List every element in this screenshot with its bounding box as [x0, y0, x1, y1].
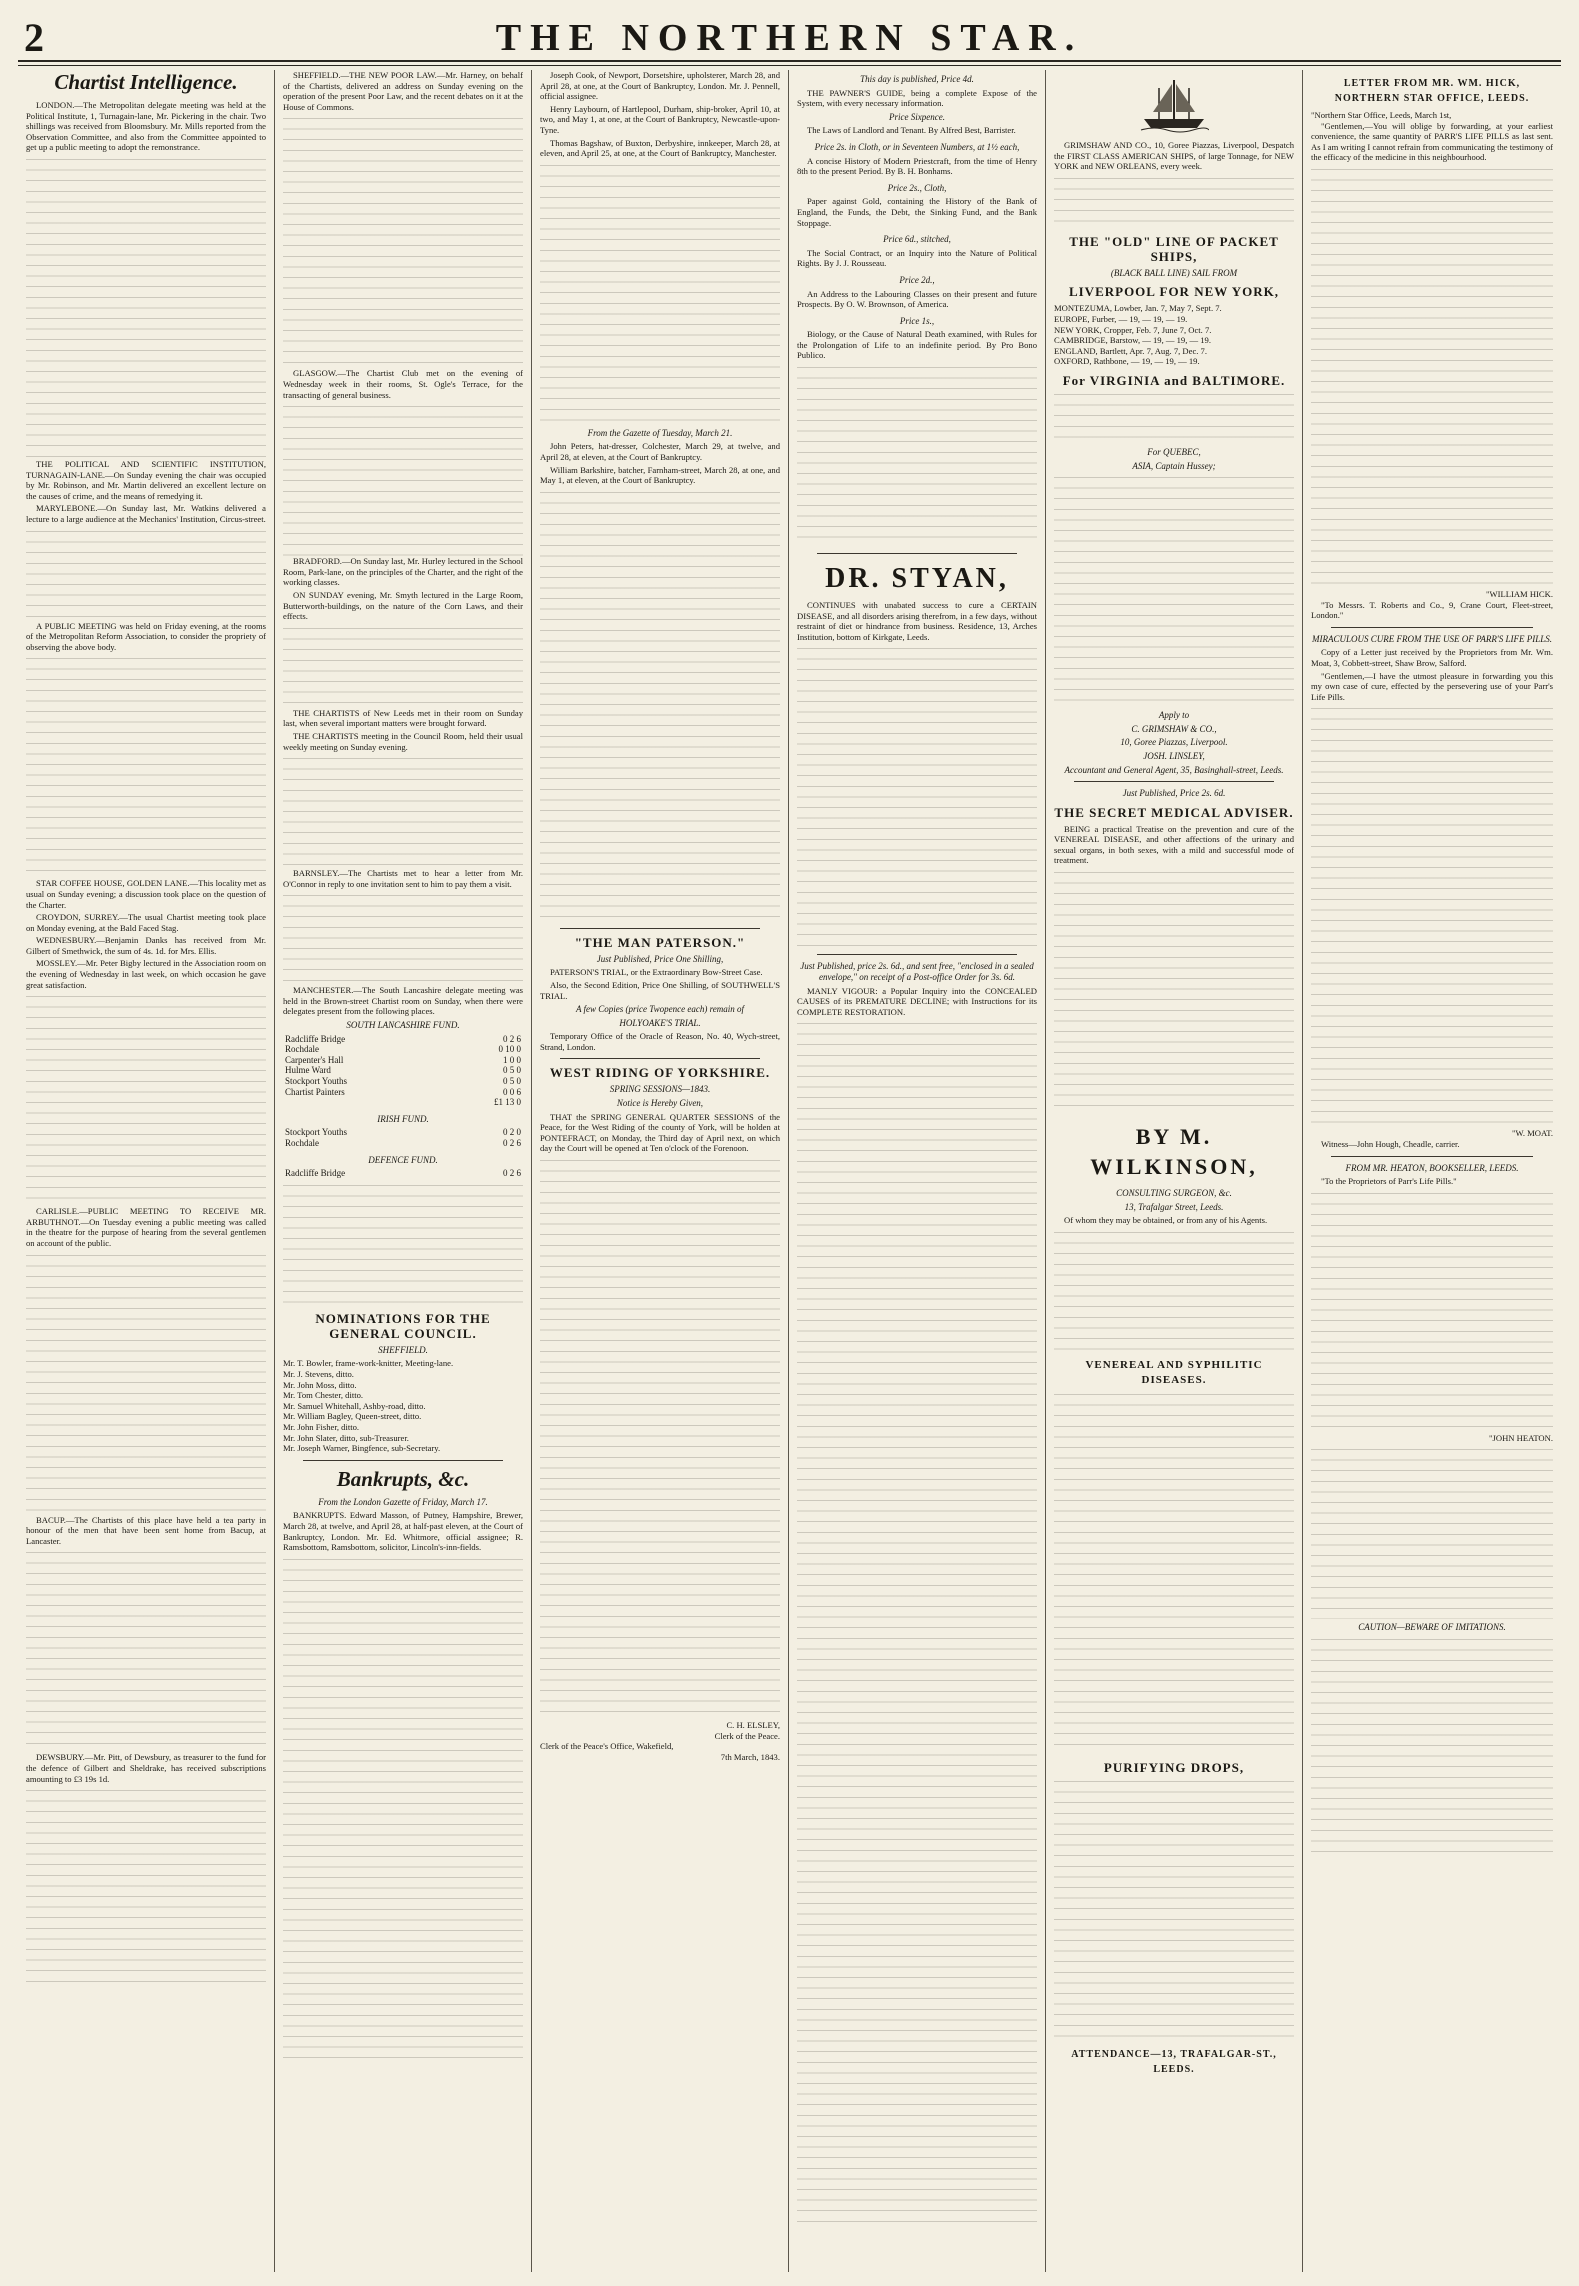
doctor-title: DR. STYAN,: [825, 563, 1009, 595]
apply-name: C. GRIMSHAW & CO.,: [1131, 723, 1217, 734]
list-item: ENGLAND, Bartlett, Apr. 7, Aug. 7, Dec. 7.: [1054, 345, 1207, 356]
text-filler: [26, 658, 266, 878]
divider: [303, 1460, 503, 1461]
signature: "WILLIAM HICK.: [1486, 588, 1553, 599]
fund-amount: 1 0 0: [503, 1054, 521, 1065]
text-filler: [1311, 1449, 1553, 1619]
fund-amount: 0 2 6: [503, 1138, 521, 1148]
article-paragraph: "To the Proprietors of Parr's Life Pills.": [1321, 1176, 1457, 1187]
ad-line: A few Copies (price Twopence each) remain of: [575, 1004, 745, 1015]
gazette-source: From the Gazette of Tuesday, March 21.: [587, 427, 733, 438]
table-row: [283, 1097, 523, 1108]
text-filler: [1311, 1639, 1553, 1859]
vigour-price: Just Published, price 2s. 6d., and sent free, "enclosed in a sealed envelope," on receipt of a Post-office Order for 3s. 6d.: [800, 961, 1034, 983]
article-paragraph: MANCHESTER.—The South Lancashire delegate meeting was held in the Brown-street Chartist room on Sunday, when there were delegates present from the following places.: [283, 985, 523, 1017]
ad-line: Temporary Office of the Oracle of Reason, No. 40, Wych-street, Strand, London.: [540, 1031, 780, 1052]
secret-title: THE SECRET MEDICAL ADVISER.: [1054, 804, 1294, 820]
list-item: EUROPE, Furber, — 19, — 19, — 19.: [1054, 313, 1188, 324]
text-filler: [1054, 394, 1294, 444]
text-filler: [26, 1255, 266, 1515]
table-row: [283, 1138, 523, 1149]
article-paragraph: THE CHARTISTS meeting in the Council Room, held their usual weekly meeting on Sunday evening.: [283, 730, 523, 752]
column-6: [1303, 70, 1561, 2272]
signature-place: Clerk of the Peace's Office, Wakefield,: [540, 1741, 674, 1752]
section-heading: Chartist Intelligence.: [54, 70, 238, 94]
list-item: Mr. John Fisher, ditto.: [283, 1421, 360, 1432]
fund-label: Hulme Ward: [285, 1065, 331, 1076]
fund-label: Carpenter's Hall: [285, 1054, 344, 1065]
ad-line: Price 1s.,: [899, 315, 935, 326]
ships-list: [1054, 303, 1294, 367]
article-paragraph: MOSSLEY.—Mr. Peter Bigby lectured in the Association room on the evening of Wednesday in last week, on which occasion he gave great satisfaction.: [26, 958, 266, 990]
column-1: [18, 70, 275, 2272]
fund-total: £1 13 0: [494, 1097, 521, 1108]
agent-name: JOSH. LINSLEY,: [1143, 750, 1205, 761]
list-item: Mr. John Moss, ditto.: [283, 1379, 357, 1390]
ad-line: The Laws of Landlord and Tenant. By Alfred Best, Barrister.: [807, 125, 1016, 136]
text-filler: [797, 367, 1037, 547]
nominations-list: [283, 1358, 523, 1453]
table-row: [283, 1076, 523, 1087]
ship-icon: [1139, 74, 1209, 134]
text-filler: [283, 758, 523, 868]
signature: "W. MOAT.: [1512, 1128, 1553, 1139]
fund-label: Rochdale: [285, 1138, 319, 1148]
sessions-subtitle: SPRING SESSIONS—1843.: [609, 1084, 711, 1095]
article-paragraph: Henry Laybourn, of Hartlepool, Durham, ship-broker, April 10, at two, and May 1, at one, at the Court of Bankruptcy, Newcastle-upon-Tyne.: [540, 103, 780, 135]
advertisement: [797, 74, 1037, 136]
article-paragraph: William Barkshire, batcher, Farnham-street, March 28, at one, and May 1, at eleven, at the Court of Bankruptcy.: [540, 464, 780, 486]
fund-amount: 0 0 6: [503, 1086, 521, 1097]
list-item: OXFORD, Rathbone, — 19, — 19, — 19.: [1054, 356, 1200, 367]
signature-date: 7th March, 1843.: [720, 1751, 780, 1762]
text-filler: [797, 648, 1037, 948]
fund-amount: 0 2 6: [503, 1168, 521, 1179]
text-filler: [283, 406, 523, 556]
apply-to: Apply to: [1158, 710, 1190, 721]
text-filler: [1311, 708, 1553, 1128]
table-row: [283, 1087, 523, 1098]
column-5: [1046, 70, 1303, 2272]
divider: [817, 553, 1017, 554]
fund-table: [283, 1034, 523, 1108]
heaton-title: FROM MR. HEATON, BOOKSELLER, LEEDS.: [1345, 1162, 1519, 1173]
quebec-ship: ASIA, Captain Hussey;: [1132, 460, 1216, 471]
article-paragraph: "Gentlemen,—You will oblige by forwarding, at your earliest convenience, the same quantity of PARR'S LIFE PILLS as last sent. As I am writing I cannot refrain from communicating the testimony of the efficacy of the medicine in this neighbourhood.: [1311, 120, 1553, 163]
ad-line: Biology, or the Cause of Natural Death examined, with Rules for the Prolongation of Life to an indefinite period. By Pro Bono Publico.: [797, 329, 1037, 361]
virginia-title: For VIRGINIA and BALTIMORE.: [1062, 372, 1286, 388]
text-filler: [1054, 178, 1294, 228]
table-row: [283, 1168, 523, 1179]
ad-title: "THE MAN PATERSON.": [574, 934, 746, 950]
article-paragraph: "Gentlemen,—I have the utmost pleasure in forwarding you this my own case of cure, effected by the persevering use of your Parr's Life Pills.: [1311, 670, 1553, 702]
advertisement: [797, 275, 1037, 310]
irish-fund-title: IRISH FUND.: [377, 1113, 429, 1124]
advertisement: [797, 142, 1037, 177]
list-item: NEW YORK, Cropper, Feb. 7, June 7, Oct. 7.: [1054, 324, 1212, 335]
cure-title: MIRACULOUS CURE FROM THE USE OF PARR'S LIFE PILLS.: [1312, 633, 1552, 644]
secret-price: Just Published, Price 2s. 6d.: [1122, 788, 1226, 799]
fund-amount: 0 2 6: [503, 1033, 521, 1044]
text-filler: [1054, 477, 1294, 707]
text-filler: [26, 996, 266, 1206]
article-paragraph: THE POLITICAL AND SCIENTIFIC INSTITUTION, TURNAGAIN-LANE.—On Sunday evening the chair was occupied by Mr. Robinson, and Mr. Martin delivered an excellent lecture on the causes of crime, and the means of remedying it.: [26, 458, 266, 501]
article-paragraph: THAT the SPRING GENERAL QUARTER SESSIONS of the Peace, for the West Riding of the county of York, will be holden at PONTEFRACT, on Monday, the Third day of April next, on which day the Court will be opened at Ten o'clock of the Forenoon.: [540, 1111, 780, 1154]
article-paragraph: CONTINUES with unabated success to cure a CERTAIN DISEASE, and all disorders arising therefrom, in a few days, without restraint of diet or hindrance from business. Residence, 13, Arches Institution, bottom of Kirkgate, Leeds.: [797, 600, 1037, 642]
defence-fund-table: [283, 1168, 523, 1179]
article-paragraph: STAR COFFEE HOUSE, GOLDEN LANE.—This locality met as usual on Sunday evening; a discussion took place on the question of the Charter.: [26, 878, 266, 910]
ad-line: HOLYOAKE'S TRIAL.: [619, 1017, 701, 1028]
fund-label: Radcliffe Bridge: [285, 1033, 346, 1044]
article-paragraph: Thomas Bagshaw, of Buxton, Derbyshire, innkeeper, March 28, at eleven, and April 25, at one, at the Court of Bankruptcy, Manchester.: [540, 137, 780, 159]
article-paragraph: MANLY VIGOUR: a Popular Inquiry into the CONCEALED CAUSES of its PREMATURE DECLINE; with Instructions for its COMPLETE RESTORATION.: [797, 985, 1037, 1017]
list-item: Mr. Samuel Whitehall, Ashby-road, ditto.: [283, 1400, 426, 1411]
table-row: [283, 1034, 523, 1045]
irish-fund-table: [283, 1127, 523, 1148]
table-row: [283, 1127, 523, 1138]
list-item: CAMBRIDGE, Barstow, — 19, — 19, — 19.: [1054, 335, 1211, 346]
article-paragraph: Of whom they may be obtained, or from any of his Agents.: [1064, 1215, 1268, 1226]
fund-amount: 0 5 0: [503, 1076, 521, 1087]
text-filler: [26, 531, 266, 621]
article-paragraph: THE CHARTISTS of New Leeds met in their room on Sunday last, when several important matters were brought forward.: [283, 707, 523, 729]
article-paragraph: John Peters, hat-dresser, Colchester, March 29, at twelve, and April 28, at eleven, at the Court of Bankruptcy.: [540, 441, 780, 462]
text-filler: [283, 628, 523, 708]
text-filler: [283, 1559, 523, 2059]
wilkinson-sub: CONSULTING SURGEON, &c.: [1116, 1188, 1232, 1199]
venereal-title: VENEREAL AND SYPHILITIC DISEASES.: [1085, 1358, 1263, 1386]
signature-title: Clerk of the Peace.: [714, 1730, 780, 1741]
text-filler: [540, 1160, 780, 1720]
list-item: Mr. Joseph Warner, Bingfence, sub-Secretary.: [283, 1443, 441, 1454]
wilkinson-title: BY M. WILKINSON,: [1090, 1124, 1258, 1180]
article-paragraph: CROYDON, SURREY.—The usual Chartist meeting took place on Monday evening, at the Bald Faced Stag.: [26, 912, 266, 933]
text-filler: [283, 895, 523, 985]
apply-addr: 10, Goree Piazzas, Liverpool.: [1120, 737, 1228, 748]
fund-amount: 0 5 0: [503, 1065, 521, 1076]
text-filler: [26, 1790, 266, 1990]
fund-label: Radcliffe Bridge: [285, 1168, 346, 1179]
text-filler: [1054, 1781, 1294, 2041]
table-row: [283, 1065, 523, 1076]
witness: Witness—John Hough, Cheadle, carrier.: [1321, 1138, 1460, 1149]
list-item: Mr. John Slater, ditto, sub-Treasurer.: [283, 1432, 409, 1443]
list-item: MONTEZUMA, Lowber, Jan. 7, May 7, Sept. 7.: [1054, 303, 1222, 314]
article-paragraph: GLASGOW.—The Chartist Club met on the evening of Wednesday week in their rooms, St. Ogle's Terrace, for the transacting of general business.: [283, 368, 523, 400]
column-4: [789, 70, 1046, 2272]
article-paragraph: BRADFORD.—On Sunday last, Mr. Hurley lectured in the School Room, Park-lane, on the principles of the Charter, and the right of the working classes.: [283, 556, 523, 588]
article-paragraph: Copy of a Letter just received by the Proprietors from Mr. Wm. Moat, 3, Cobbett-street, Shaw Brow, Salford.: [1311, 647, 1553, 668]
advertisement: [797, 234, 1037, 269]
table-row: [283, 1044, 523, 1055]
masthead-rule: [18, 65, 1561, 66]
text-filler: [540, 492, 780, 922]
newspaper-title: THE NORTHERN STAR.: [495, 17, 1084, 59]
signature: "JOHN HEATON.: [1489, 1432, 1553, 1443]
ad-line: Paper against Gold, containing the History of the Bank of England, the Funds, the Debt, the Sinking Fund, and the Bank Stoppage.: [797, 196, 1037, 228]
article-paragraph: MARYLEBONE.—On Sunday last, Mr. Watkins delivered a lecture to a large audience at the Mechanics' Institution, Circus-street.: [26, 503, 266, 524]
text-filler: [797, 1023, 1037, 2223]
masthead: [18, 14, 1561, 62]
article-paragraph: BANKRUPTS. Edward Masson, of Putney, Hampshire, Brewer, March 28, at twelve, and April 28, at half-past eleven, at the Court of Bankruptcy, London. Mr. Ed. Whitmore, official assignee; R. Ramsbottom, Ramsbottom, solicitor, Lincoln's-inn-fields.: [283, 1510, 523, 1553]
fund-amount: 0 10 0: [498, 1044, 521, 1055]
text-filler: [540, 165, 780, 425]
fund-label: Rochdale: [285, 1044, 319, 1055]
fund-label: Chartist Painters: [285, 1086, 345, 1097]
list-item: Mr. William Bagley, Queen-street, ditto.: [283, 1411, 422, 1422]
table-row: [283, 1055, 523, 1066]
article-paragraph: BEING a practical Treatise on the prevention and cure of the VENEREAL DISEASE, and other affections of the urinary and sexual organs, in both sexes, with a mild and successful mode of treatment.: [1054, 823, 1294, 866]
advertisement: [540, 954, 780, 1053]
caution-title: CAUTION—BEWARE OF IMITATIONS.: [1358, 1622, 1506, 1633]
column-2: [275, 70, 532, 2272]
attendance-title: ATTENDANCE—13, TRAFALGAR-ST., LEEDS.: [1071, 2048, 1277, 2075]
letter-place: "Northern Star Office, Leeds, March 1st,: [1311, 110, 1452, 120]
divider: [1331, 627, 1533, 628]
article-paragraph: SHEFFIELD.—THE NEW POOR LAW.—Mr. Harney, on behalf of the Chartists, delivered an address on Sunday evening on the operation of the present Poor Law, and the recent debates on it at the House of Commons.: [283, 70, 523, 112]
drops-title: PURIFYING DROPS,: [1103, 1759, 1245, 1775]
text-filler: [1311, 1193, 1553, 1433]
divider: [1074, 781, 1274, 782]
article-paragraph: GRIMSHAW AND CO., 10, Goree Piazzas, Liverpool, Despatch the FIRST CLASS AMERICAN SHIPS, of large Tonnage, for NEW YORK and NEW ORLEANS, every week.: [1054, 140, 1294, 172]
article-paragraph: CARLISLE.—PUBLIC MEETING TO RECEIVE MR. ARBUTHNOT.—On Tuesday evening a public meeting was called in the theatre for the purpose of hearing from the several gentlemen on account of the public.: [26, 1206, 266, 1249]
quebec-title: For QUEBEC,: [1147, 446, 1201, 457]
ad-line: Price 2s. in Cloth, or in Seventeen Numbers, at 1½ each,: [814, 141, 1020, 152]
defence-fund-title: DEFENCE FUND.: [368, 1154, 438, 1165]
fund-title: SOUTH LANCASHIRE FUND.: [346, 1020, 460, 1031]
article-paragraph: ON SUNDAY evening, Mr. Smyth lectured in the Large Room, Butterworth-buildings, on the nature of the Corn Laws, and their effects.: [283, 589, 523, 622]
ad-line: Price 2s., Cloth,: [887, 182, 947, 193]
ad-line: Just Published, Price One Shilling,: [596, 953, 724, 964]
article-paragraph: DEWSBURY.—Mr. Pitt, of Dewsbury, as treasurer to the fund for the defence of Gilbert and Sheldrake, has received subscriptions amounting to £3 19s 1d.: [26, 1752, 266, 1784]
wilkinson-addr: 13, Trafalgar Street, Leeds.: [1124, 1201, 1224, 1212]
advertisement: [797, 316, 1037, 361]
list-item: Mr. J. Stevens, ditto.: [283, 1368, 354, 1379]
page-number: 2: [24, 15, 44, 60]
shipping-route: LIVERPOOL FOR NEW YORK,: [1068, 284, 1280, 300]
letter-title: LETTER FROM MR. WM. HICK, NORTHERN STAR OFFICE, LEEDS.: [1334, 78, 1530, 104]
fund-amount: 0 2 0: [503, 1127, 521, 1138]
text-filler: [26, 159, 266, 459]
article-paragraph: A PUBLIC MEETING was held on Friday evening, at the rooms of the Metropolitan Reform Association, to consider the propriety of observing the above body.: [26, 620, 266, 652]
agent-title: Accountant and General Agent, 35, Basinghall-street, Leeds.: [1064, 764, 1284, 775]
article-paragraph: LONDON.—The Metropolitan delegate meeting was held at the Political Institute, 1, Turnagain-lane, Mr. Pickering in the chair. Two shillings was received from Bloomsbury. Mr. Mills reported from the Observation Committee, and also from the Committee appointed to get up a public meeting to adopt the remonstrance.: [26, 100, 266, 153]
text-filler: [1054, 1232, 1294, 1352]
addressee: "To Messrs. T. Roberts and Co., 9, Crane Court, Fleet-street, London.": [1311, 599, 1553, 621]
ad-line: A concise History of Modern Priestcraft, from the time of Henry 8th to the present Period. By B. H. Bonhams.: [797, 155, 1037, 177]
ad-line: Price 6d., stitched,: [883, 234, 951, 245]
list-item: Mr. Tom Chester, ditto.: [283, 1390, 364, 1401]
text-filler: [283, 118, 523, 368]
fund-label: Stockport Youths: [285, 1076, 348, 1087]
article-paragraph: Joseph Cook, of Newport, Dorsetshire, upholsterer, March 28, and April 28, at one, at the Court of Bankruptcy, London. Mr. J. Pennell, official assignee.: [540, 70, 780, 102]
article-paragraph: BACUP.—The Chartists of this place have held a tea party in honour of the men that have been sent home from Bacup, at Lancaster.: [26, 1514, 266, 1546]
text-filler: [1054, 1394, 1294, 1754]
ad-line: Also, the Second Edition, Price One Shilling, of SOUTHWELL'S TRIAL.: [540, 979, 780, 1001]
article-paragraph: WEDNESBURY.—Benjamin Danks has received from Mr. Gilbert of Smethwick, the sum of 4s. 1d. for Mrs. Ellis.: [26, 935, 266, 956]
ad-line: This day is published, Price 4d.: [860, 74, 974, 84]
sessions-title: WEST RIDING OF YORKSHIRE.: [549, 1065, 771, 1081]
ad-line: THE PAWNER'S GUIDE, being a complete Expose of the System, with every necessary information.: [797, 87, 1037, 109]
shipping-sub: (BLACK BALL LINE) SAIL FROM: [1110, 267, 1238, 278]
shipping-line: THE "OLD" LINE OF PACKET SHIPS,: [1069, 233, 1279, 264]
signature: C. H. ELSLEY,: [726, 1720, 780, 1731]
ad-line: The Social Contract, or an Inquiry into the Nature of Political Rights. By J. J. Rousseau.: [797, 247, 1037, 269]
columns: [18, 70, 1561, 2272]
divider: [560, 1058, 760, 1059]
sessions-notice: Notice is Hereby Given,: [616, 1098, 704, 1109]
ad-line: Price Sixpence.: [889, 111, 945, 122]
fund-label: Stockport Youths: [285, 1127, 348, 1138]
column-3: [532, 70, 789, 2272]
article-paragraph: BARNSLEY.—The Chartists met to hear a letter from Mr. O'Connor in reply to one invitation sent to him to pay them a visit.: [283, 868, 523, 889]
nominations-title: NOMINATIONS FOR THE GENERAL COUNCIL.: [315, 1310, 491, 1341]
text-filler: [283, 1185, 523, 1305]
advertisement: [797, 183, 1037, 228]
text-filler: [26, 1552, 266, 1752]
divider: [560, 928, 760, 929]
text-filler: [1054, 872, 1294, 1112]
nominations-place: SHEFFIELD.: [378, 1344, 428, 1355]
text-filler: [1311, 169, 1553, 589]
ad-line: An Address to the Labouring Classes on their present and future Prospects. By O. W. Brownson, of America.: [797, 288, 1037, 310]
bankrupts-source: From the London Gazette of Friday, March 17.: [318, 1496, 488, 1507]
ad-line: Price 2d.,: [899, 274, 935, 285]
list-item: Mr. T. Bowler, frame-work-knitter, Meeting-lane.: [283, 1358, 454, 1369]
divider: [817, 954, 1017, 955]
ad-line: PATERSON'S TRIAL, or the Extraordinary Bow-Street Case.: [550, 967, 763, 978]
bankrupts-title: Bankrupts, &c.: [336, 1466, 470, 1491]
divider: [1331, 1156, 1533, 1157]
